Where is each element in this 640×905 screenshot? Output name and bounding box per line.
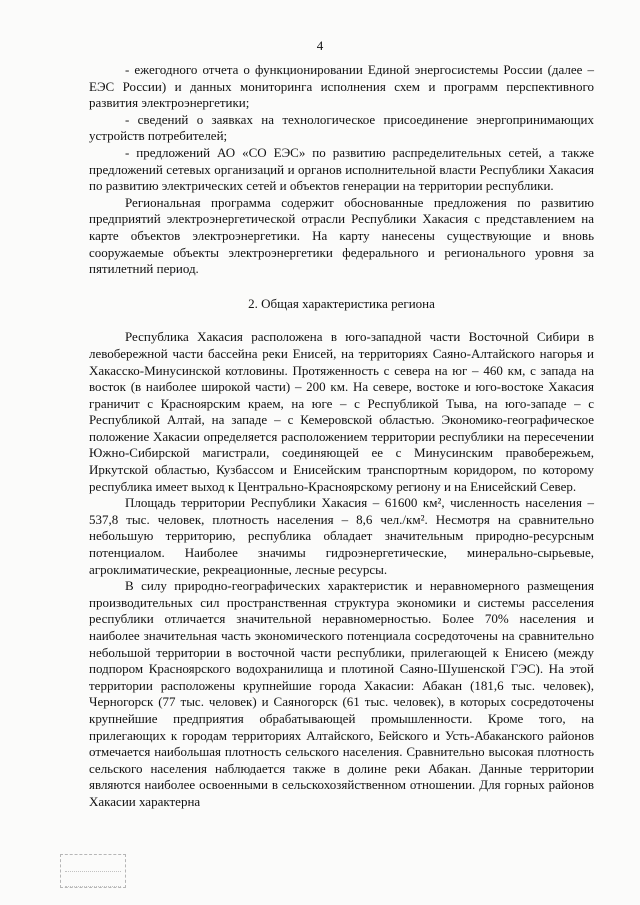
paragraph-spatial-structure: В силу природно-географических характеристик и неравномерного размещения производительных сил пространственная структура экономики и системы расселения республики отличается значительной неравномерностью. Более 70% населения и наиболее значительная часть экономического потенциала сосредоточены на сравнительно небольшой территории в восточной части республики, прилегающей к Енисею (между подпором Красноярского водохранилища и плотиной Саяно-Шушенской ГЭС). На этой территории расположены крупнейшие города Хакасии: Абакан (181,6 тыс. человек), Черногорск (77 тыс. человек) и Саяногорск (61 тыс. человек), в которых сосредоточены крупнейшие предприятия обрабатывающей промышленности. Кроме того, на прилегающих к городам территориях Алтайского, Бейского и Усть-Абаканского районов отмечается наибольшая плотность сельского населения. Сравнительно высокая плотность сельского населения наблюдается также в долине реки Абакан. Данные территории являются наиболее освоенными в сельскохозяйственном отношении. Для горных районов Хакасии характерна [89, 578, 594, 809]
paragraph-area-population: Площадь территории Республики Хакасия – 61600 км², численность населения – 537,8 тыс. человек, плотность населения – 8,6 чел./км². Несмотря на сравнительно небольшую территорию, республика обладает значительным природно-ресурсным потенциалом. Наиболее значимы гидроэнергетические, минерально-сырьевые, агроклиматические, рекреационные, лесные ресурсы. [89, 495, 594, 577]
section-title: 2. Общая характеристика региона [248, 295, 435, 311]
paragraph-applications-item: - сведений о заявках на технологическое присоединение энергопринимающих устройств потребителей; [89, 111, 594, 144]
paragraph-proposals-item: - предложений АО «СО ЕЭС» по развитию распределительных сетей, а также предложений сетевых организаций и органов исполнительной власти Республики Хакасия по развитию электрических сетей и объектов генерации на территории республики. [89, 144, 594, 194]
document-body [89, 62, 594, 811]
paragraph-program-summary: Региональная программа содержит обоснованные предложения по развитию предприятий электроэнергетической отрасли Республики Хакасия с представлением на карте объектов электроэнергетики. На карту нанесены существующие и вновь сооружаемые объекты электроэнергетики федерального и регионального уровня за пятилетний период. [89, 194, 594, 277]
stamp-line [65, 872, 121, 887]
stamp-line [65, 857, 121, 872]
faded-stamp [60, 854, 126, 888]
paragraph-location: Республика Хакасия расположена в юго-западной части Восточной Сибири в левобережной части бассейна реки Енисей, на территориях Саяно-Алтайского нагорья и Хакасско-Минусинской котловины. Протяженность с севера на юг – 460 км, с запада на восток (в наиболее широкой части) – 200 км. На севере, востоке и юго-востоке Хакасия граничит с Красноярским краем, на юге – с Республикой Тыва, на юго-западе – с Республикой Алтай, на западе – с Кемеровской областью. Экономико-географическое положение Хакасии определяется расположением территории республики на пересечении Южно-Сибирской магистрали, соединяющей ее с Минусинским правобережьем, Иркутской областью, Кузбассом и Енисейским транспортным коридором, по которому республика имеет выход к Центрально-Красноярскому региону и на Енисейский Север. [89, 329, 594, 494]
page-number: 4 [316, 38, 324, 53]
paragraph-report-item: - ежегодного отчета о функционировании Единой энергосистемы России (далее – ЕЭС России) и данных мониторинга исполнения схем и программ перспективного развития электроэнергетики; [89, 62, 594, 111]
